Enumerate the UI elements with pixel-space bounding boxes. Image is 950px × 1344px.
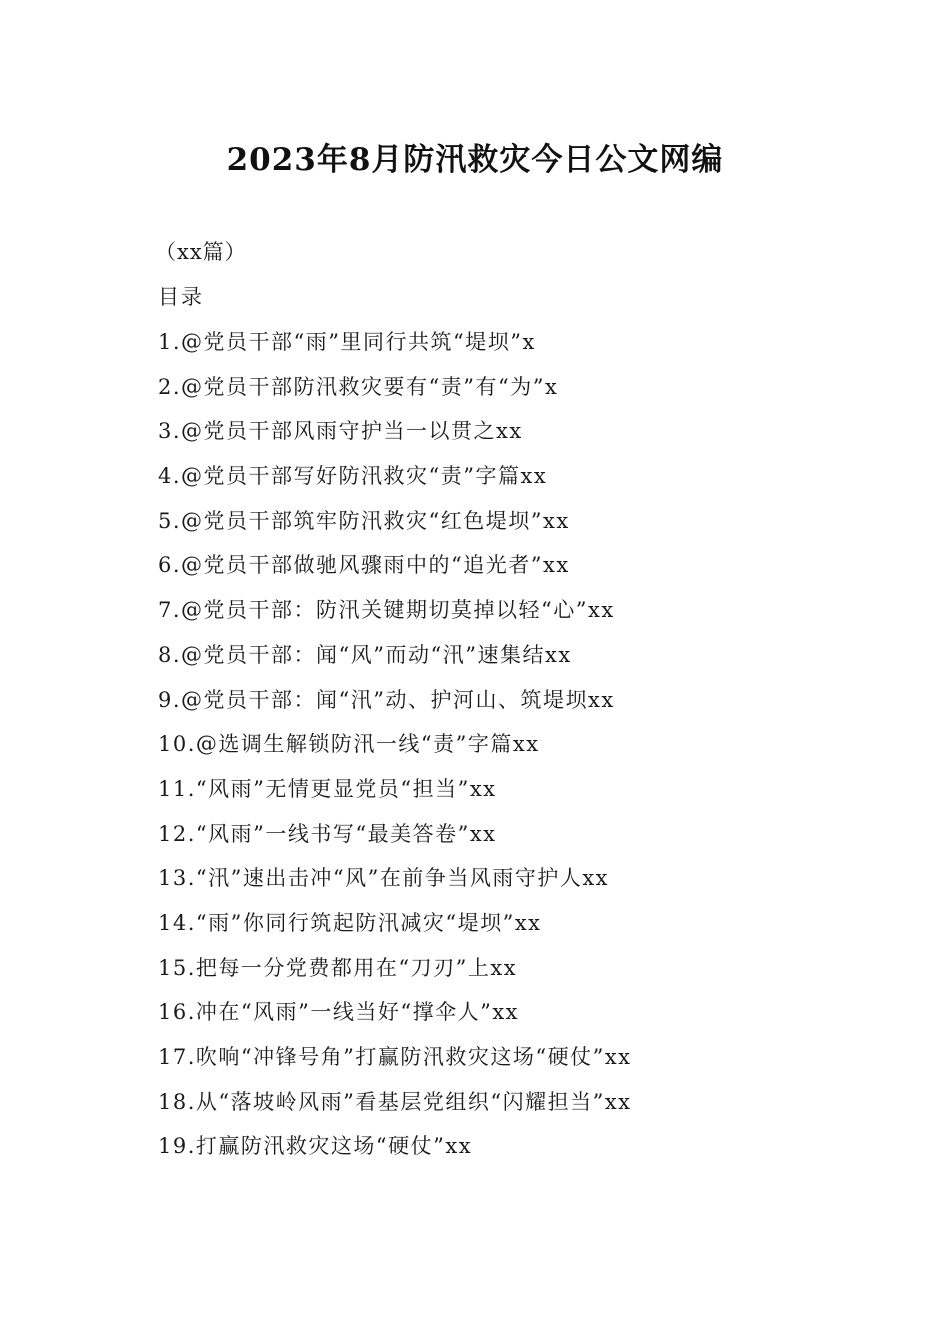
toc-item: 17.吹响“冲锋号角”打赢防汛救灾这场“硬仗”xx: [158, 1045, 632, 1069]
toc-item: 13.“汛”速出击冲“风”在前争当风雨守护人xx: [158, 866, 610, 891]
toc-item: 16.冲在“风雨”一线当好“撑伞人”xx: [158, 1000, 520, 1025]
toc-item: 5.@党员干部筑牢防汛救灾“红色堤坝”xx: [158, 508, 570, 533]
toc-item: 11.“风雨”无情更显党员“担当”xx: [158, 776, 497, 801]
toc-item: 1.@党员干部“雨”里同行共筑“堤坝”x: [158, 330, 536, 354]
toc-item: 3.@党员干部风雨守护当一以贯之xx: [158, 419, 523, 444]
toc-item: 14.“雨”你同行筑起防汛减灾“堤坝”xx: [158, 910, 542, 935]
document-title: 2023年8月防汛救灾今日公文网编: [226, 142, 724, 178]
toc-item: 2.@党员干部防汛救灾要有“责”有“为”x: [158, 374, 559, 399]
toc-item: 19.打赢防汛救灾这场“硬仗”xx: [158, 1134, 473, 1159]
toc-item: 15.把每一分党费都用在“刀刃”上xx: [158, 955, 518, 980]
article-count: （xx篇）: [155, 240, 247, 264]
toc-item: 6.@党员干部做驰风骤雨中的“追光者”xx: [158, 553, 570, 578]
toc-heading: 目录: [158, 285, 204, 309]
toc-item: 10.@选调生解锁防汛一线“责”字篇xx: [158, 732, 540, 757]
toc-item: 7.@党员干部：防汛关键期切莫掉以轻“心”xx: [158, 598, 615, 623]
toc-item: 9.@党员干部：闻“汛”动、护河山、筑堤坝xx: [158, 687, 615, 712]
toc-item: 18.从“落坡岭风雨”看基层党组织“闪耀担当”xx: [158, 1089, 632, 1114]
toc-list: [158, 325, 878, 1174]
toc-item: 8.@党员干部：闻“风”而动“汛”速集结xx: [158, 642, 572, 667]
toc-item: 12.“风雨”一线书写“最美答卷”xx: [158, 821, 497, 846]
toc-item: 4.@党员干部写好防汛救灾“责”字篇xx: [158, 464, 548, 489]
